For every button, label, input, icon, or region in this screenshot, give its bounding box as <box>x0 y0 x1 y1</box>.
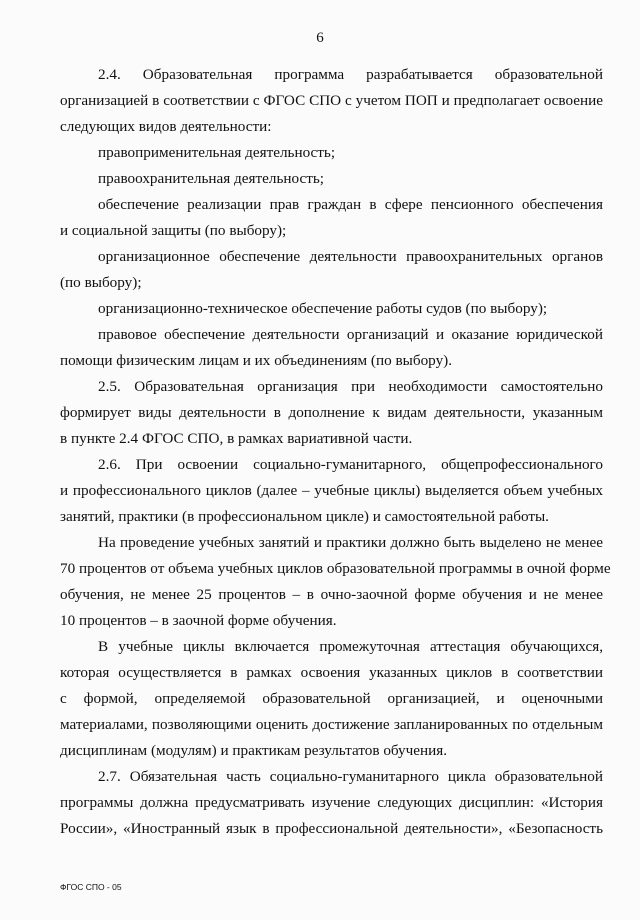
text-line: 2.6. При освоении социально-гуманитарного, общепрофессионального <box>98 456 603 473</box>
text-line: занятий, практики (в профессиональном цикле) и самостоятельной работы. <box>60 508 549 525</box>
text-line: с формой, определяемой образовательной организацией, и оценочными <box>60 690 603 707</box>
text-line: 2.4. Образовательная программа разрабатывается образовательной <box>98 66 603 83</box>
text-line: материалами, позволяющими оценить достижение запланированных по отдельным <box>60 716 603 733</box>
text-line: На проведение учебных занятий и практики должно быть выделено не менее <box>98 534 603 551</box>
text-line: в пункте 2.4 ФГОС СПО, в рамках вариативной части. <box>60 430 413 447</box>
text-line: 10 процентов – в заочной форме обучения. <box>60 612 337 629</box>
text-line: и социальной защиты (по выбору); <box>60 222 287 239</box>
text-line: правовое обеспечение деятельности организаций и оказание юридической <box>98 326 603 343</box>
page-number: 6 <box>316 30 324 46</box>
text-line: правоприменительная деятельность; <box>98 144 336 161</box>
text-line: правоохранительная деятельность; <box>98 170 325 187</box>
text-line: 70 процентов от объема учебных циклов образовательной программы в очной форме <box>60 560 611 577</box>
text-line: программы должна предусматривать изучение следующих дисциплин: «История <box>60 794 603 811</box>
text-line: следующих видов деятельности: <box>60 118 272 135</box>
text-line: помощи физическим лицам и их объединениям (по выбору). <box>60 352 453 369</box>
text-line: организационное обеспечение деятельности правоохранительных органов <box>98 248 603 265</box>
text-line: обучения, не менее 25 процентов – в очно-заочной форме обучения и не менее <box>60 586 603 603</box>
text-line: формирует виды деятельности в дополнение к видам деятельности, указанным <box>60 404 603 421</box>
text-line: России», «Иностранный язык в профессиональной деятельности», «Безопасность <box>60 820 603 837</box>
text-line: 2.7. Обязательная часть социально-гуманитарного цикла образовательной <box>98 768 603 785</box>
text-line: и профессионального циклов (далее – учебные циклы) выделяется объем учебных <box>60 482 603 499</box>
text-line: обеспечение реализации прав граждан в сфере пенсионного обеспечения <box>98 196 603 213</box>
text-line: которая осуществляется в рамках освоения указанных циклов в соответствии <box>60 664 603 681</box>
text-line: организацией в соответствии с ФГОС СПО с учетом ПОП и предполагает освоение <box>60 92 603 109</box>
text-line: организационно-техническое обеспечение работы судов (по выбору); <box>98 300 548 317</box>
text-line: 2.5. Образовательная организация при необходимости самостоятельно <box>98 378 603 395</box>
text-line: (по выбору); <box>60 274 142 291</box>
footer-code: ФГОС СПО - 05 <box>60 882 122 892</box>
text-line: В учебные циклы включается промежуточная аттестация обучающихся, <box>98 638 603 655</box>
document-body <box>60 62 611 842</box>
text-line: дисциплинам (модулям) и практикам результатов обучения. <box>60 742 448 759</box>
